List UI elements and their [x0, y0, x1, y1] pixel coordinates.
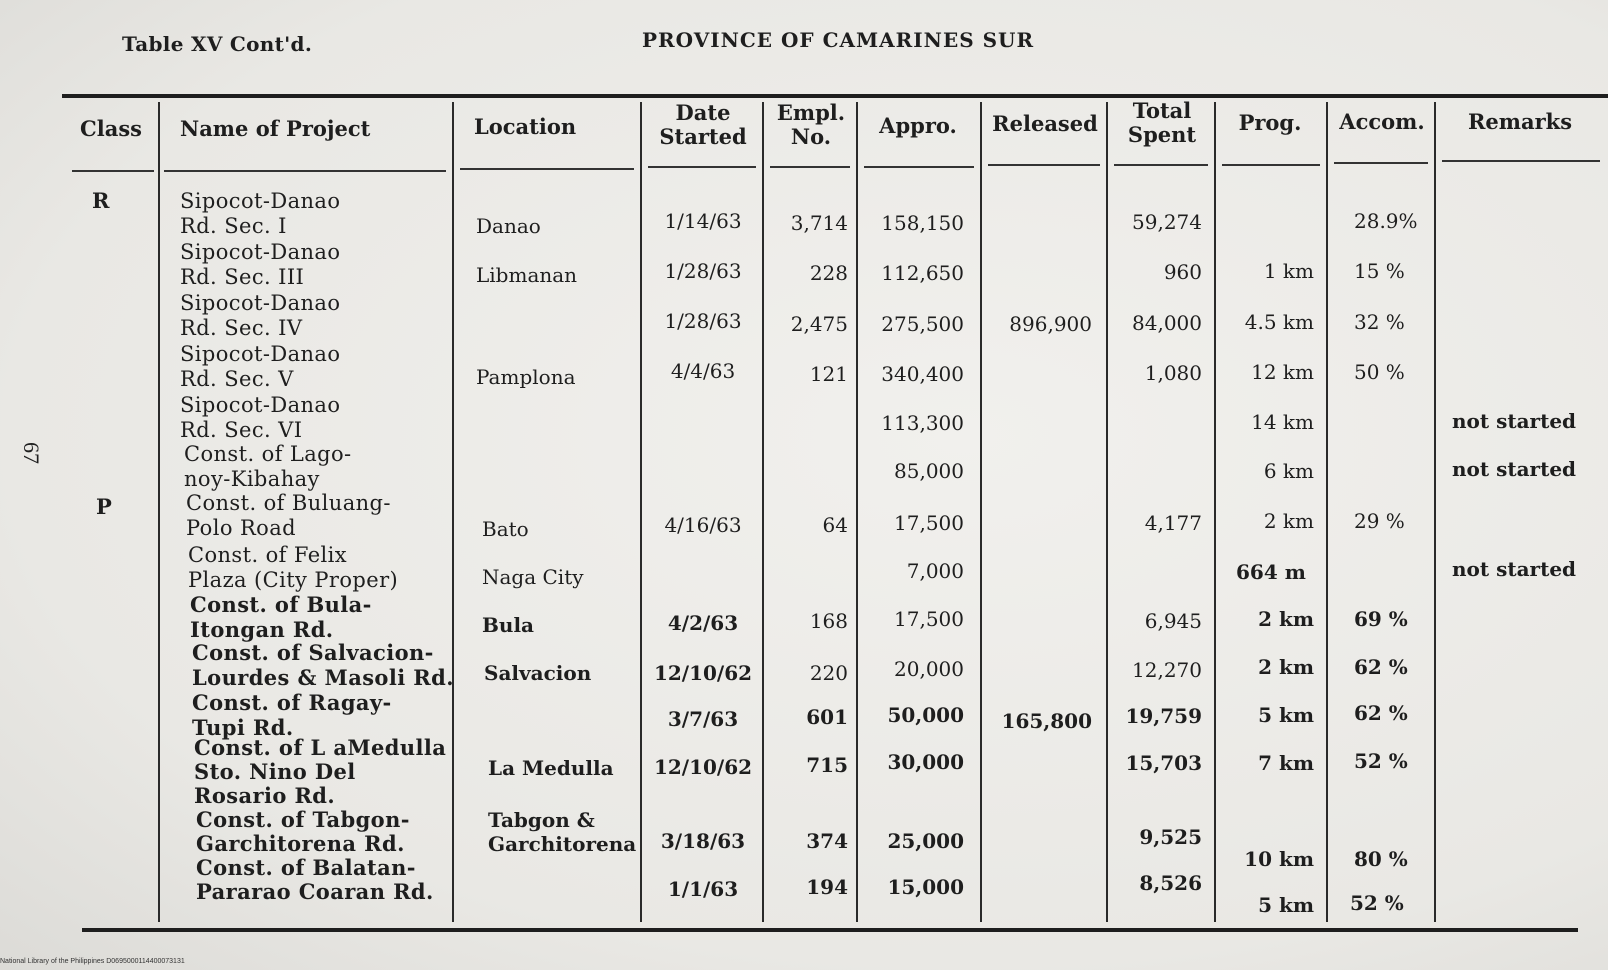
appro-cell: 275,500 — [881, 312, 964, 336]
col-divider — [762, 102, 764, 922]
project-name — [190, 592, 372, 642]
project-line: Rd. Sec. III — [180, 265, 305, 289]
project-name — [184, 442, 352, 492]
accom-cell: 62 % — [1354, 701, 1408, 725]
header-date-started — [648, 101, 758, 149]
project-line: Garchitorena Rd. — [196, 831, 405, 856]
project-line: Sipocot-Danao — [180, 393, 341, 417]
empl-cell: 601 — [806, 705, 848, 729]
appro-cell: 17,500 — [894, 511, 964, 535]
total-cell: 8,526 — [1139, 871, 1202, 895]
prog-cell: 6 km — [1263, 459, 1314, 483]
col-divider — [1106, 102, 1108, 922]
project-line: Sipocot-Danao — [180, 240, 341, 264]
prog-cell: 7 km — [1258, 751, 1314, 775]
total-cell: 59,274 — [1132, 210, 1202, 234]
project-name — [180, 393, 340, 443]
project-name — [188, 543, 398, 593]
accom-cell: 50 % — [1354, 360, 1405, 384]
project-line: Const. of Felix — [188, 543, 348, 567]
project-name — [186, 491, 391, 541]
project-name — [192, 640, 454, 690]
appro-cell: 15,000 — [887, 875, 964, 899]
header-name: Name of Project — [180, 116, 371, 141]
header-date-line2: Started — [659, 124, 747, 149]
prog-cell: 1 km — [1263, 259, 1314, 283]
empl-cell: 2,475 — [790, 312, 848, 336]
header-underline — [988, 164, 1100, 166]
project-line: noy-Kibahay — [184, 467, 320, 491]
col-divider — [640, 102, 642, 922]
location-line: Garchitorena — [488, 832, 637, 856]
library-footer: National Library of the Philippines D0695000114400073131 — [0, 958, 185, 965]
date-cell: 1/1/63 — [667, 877, 739, 901]
empl-cell: 3,714 — [790, 211, 848, 235]
empl-cell: 121 — [809, 362, 848, 386]
location-cell: Libmanan — [476, 263, 578, 287]
date-cell: 1/28/63 — [664, 259, 742, 283]
total-cell: 6,945 — [1144, 609, 1202, 633]
accom-cell: 15 % — [1354, 259, 1405, 283]
total-cell: 9,525 — [1139, 825, 1202, 849]
project-line: Tupi Rd. — [192, 715, 294, 740]
appro-cell: 25,000 — [887, 829, 964, 853]
header-empl-line1: Empl. — [776, 100, 846, 125]
project-line: Sipocot-Danao — [180, 189, 341, 213]
header-underline — [648, 166, 756, 168]
project-name — [180, 240, 340, 290]
project-line: Rd. Sec. IV — [180, 316, 303, 340]
header-underline — [1222, 164, 1320, 166]
project-line: Sipocot-Danao — [180, 342, 341, 366]
date-cell: 4/16/63 — [664, 513, 742, 537]
project-line: Const. of Bula- — [190, 592, 372, 617]
total-cell: 960 — [1163, 260, 1202, 284]
project-line: Const. of Balatan- — [196, 855, 416, 880]
project-line: Itongan Rd. — [190, 617, 334, 642]
col-divider — [1326, 102, 1328, 922]
project-line: Rd. Sec. VI — [180, 418, 303, 442]
date-cell: 3/18/63 — [660, 829, 746, 853]
date-cell: 12/10/62 — [653, 661, 753, 685]
header-date-line1: Date — [675, 100, 731, 125]
total-cell: 1,080 — [1144, 361, 1202, 385]
project-name — [196, 856, 434, 904]
empl-cell: 228 — [809, 261, 848, 285]
header-underline — [770, 166, 850, 168]
appro-cell: 17,500 — [894, 607, 964, 631]
empl-cell: 220 — [809, 661, 848, 685]
project-line: Const. of Ragay- — [192, 690, 392, 715]
appro-cell: 113,300 — [881, 411, 964, 435]
appro-cell: 50,000 — [887, 703, 964, 727]
header-remarks: Remarks — [1467, 109, 1573, 134]
project-line: Pararao Coaran Rd. — [196, 879, 434, 904]
released-cell: 896,900 — [1009, 312, 1092, 336]
project-line: Rosario Rd. — [194, 783, 336, 808]
accom-cell: 80 % — [1354, 847, 1408, 871]
total-cell: 4,177 — [1144, 511, 1202, 535]
date-cell: 12/10/62 — [653, 755, 753, 779]
header-underline — [1442, 160, 1600, 162]
prog-cell: 10 km — [1244, 847, 1314, 871]
table-top-rule — [62, 94, 1608, 98]
prog-cell: 5 km — [1258, 703, 1314, 727]
total-cell: 12,270 — [1132, 658, 1202, 682]
project-name — [180, 189, 340, 239]
header-total-line2: Spent — [1127, 122, 1197, 147]
total-cell: 84,000 — [1132, 311, 1202, 335]
prog-cell: 2 km — [1263, 509, 1314, 533]
project-name — [192, 690, 392, 740]
project-line: Rd. Sec. V — [180, 367, 294, 391]
appro-cell: 7,000 — [906, 559, 964, 583]
empl-cell: 168 — [809, 609, 848, 633]
project-name — [180, 291, 340, 341]
class-label-p: P — [96, 494, 112, 519]
project-line: Lourdes & Masoli Rd. — [192, 665, 454, 690]
province-title: PROVINCE OF CAMARINES SUR — [642, 28, 1035, 52]
header-prog: Prog. — [1238, 110, 1302, 135]
header-underline — [460, 168, 634, 170]
empl-cell: 64 — [822, 513, 848, 537]
project-line: Const. of Salvacion- — [192, 640, 434, 665]
col-divider — [452, 102, 454, 922]
total-cell: 15,703 — [1125, 751, 1202, 775]
location-cell: Bula — [482, 613, 535, 637]
header-appro: Appro. — [879, 113, 957, 138]
date-cell: 4/4/63 — [670, 359, 736, 383]
project-line: Const. of L aMedulla — [194, 735, 447, 760]
header-location: Location — [474, 114, 577, 139]
location-cell — [488, 808, 636, 856]
header-underline — [864, 166, 974, 168]
project-name — [180, 342, 340, 392]
empl-cell: 715 — [806, 753, 848, 777]
prog-cell: 2 km — [1258, 655, 1314, 679]
project-line: Const. of Lago- — [184, 442, 352, 466]
date-cell: 1/28/63 — [664, 309, 742, 333]
table-label: Table XV Cont'd. — [122, 32, 313, 56]
header-underline — [1334, 162, 1428, 164]
col-divider — [1434, 102, 1436, 922]
empl-cell: 194 — [806, 875, 848, 899]
location-cell: Naga City — [482, 565, 584, 589]
released-cell: 165,800 — [1001, 709, 1092, 733]
page-number: 67 — [19, 442, 44, 464]
accom-cell: 69 % — [1354, 607, 1408, 631]
accom-cell: 52 % — [1354, 749, 1408, 773]
empl-cell: 374 — [806, 829, 848, 853]
accom-cell: 28.9% — [1354, 209, 1418, 233]
project-line: Const. of Tabgon- — [196, 807, 410, 832]
header-empl-line2: No. — [790, 124, 832, 149]
prog-cell: 14 km — [1251, 410, 1314, 434]
date-cell: 4/2/63 — [667, 611, 739, 635]
col-divider — [158, 102, 160, 922]
appro-cell: 30,000 — [887, 750, 964, 774]
col-divider — [1214, 102, 1216, 922]
project-line: Rd. Sec. I — [180, 214, 287, 238]
date-cell: 3/7/63 — [667, 707, 739, 731]
location-cell: Danao — [476, 214, 541, 238]
header-total-line1: Total — [1132, 98, 1192, 123]
header-accom: Accom. — [1339, 109, 1425, 134]
appro-cell: 158,150 — [881, 211, 964, 235]
location-cell: Pamplona — [476, 365, 576, 389]
header-underline — [72, 170, 154, 172]
remarks-cell: not started — [1452, 557, 1577, 581]
header-underline — [1114, 164, 1208, 166]
header-empl-no — [766, 101, 856, 149]
date-cell: 1/14/63 — [664, 209, 742, 233]
col-divider — [980, 102, 982, 922]
table-bottom-rule — [82, 928, 1578, 932]
accom-cell: 32 % — [1354, 310, 1405, 334]
col-divider — [856, 102, 858, 922]
location-cell: La Medulla — [488, 756, 614, 780]
header-released: Released — [992, 111, 1098, 136]
appro-cell: 20,000 — [894, 657, 964, 681]
location-cell: Bato — [482, 517, 529, 541]
project-line: Sipocot-Danao — [180, 291, 341, 315]
prog-cell: 4.5 km — [1244, 310, 1314, 334]
header-class: Class — [80, 116, 142, 141]
accom-cell: 62 % — [1354, 655, 1408, 679]
total-cell: 19,759 — [1125, 704, 1202, 728]
remarks-cell: not started — [1452, 409, 1577, 433]
prog-cell: 664 m — [1236, 560, 1306, 584]
project-line: Polo Road — [186, 516, 296, 540]
project-line: Sto. Nino Del — [194, 759, 356, 784]
location-line: Tabgon & — [488, 808, 595, 832]
location-cell: Salvacion — [484, 661, 592, 685]
appro-cell: 112,650 — [881, 261, 964, 285]
accom-cell: 52 % — [1350, 891, 1404, 915]
appro-cell: 85,000 — [894, 459, 964, 483]
header-underline — [164, 170, 446, 172]
prog-cell: 2 km — [1258, 607, 1314, 631]
project-name — [196, 808, 410, 856]
project-line: Plaza (City Proper) — [188, 568, 399, 592]
accom-cell: 29 % — [1354, 509, 1405, 533]
header-total-spent — [1110, 99, 1214, 147]
prog-cell: 5 km — [1258, 893, 1314, 917]
project-name — [194, 736, 446, 808]
remarks-cell: not started — [1452, 457, 1577, 481]
appro-cell: 340,400 — [881, 362, 964, 386]
class-label-r: R — [92, 188, 110, 213]
prog-cell: 12 km — [1251, 360, 1314, 384]
project-line: Const. of Buluang- — [186, 491, 391, 515]
